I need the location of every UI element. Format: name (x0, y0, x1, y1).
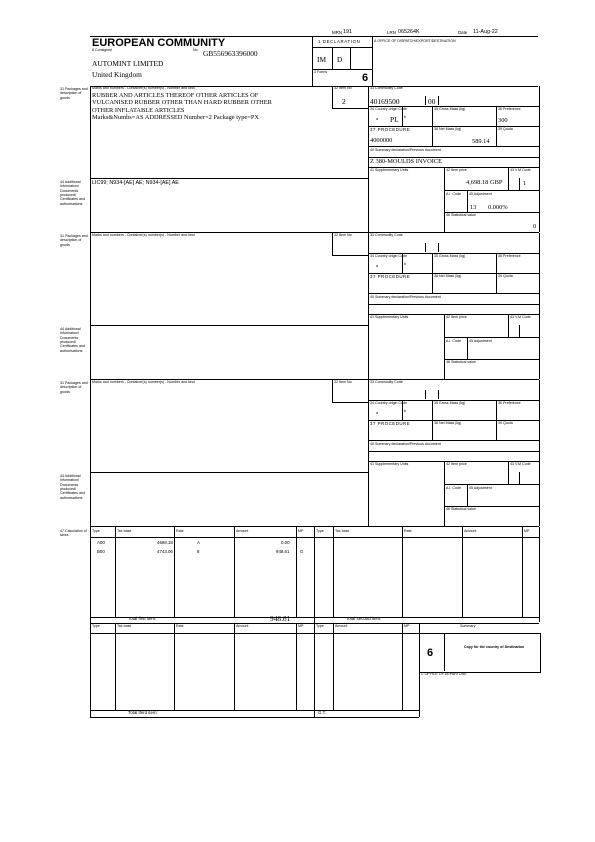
item3-item-price-label: 42 Item price (446, 462, 467, 466)
item1-summary-value: Z 380-MOULDS INVOICE (370, 158, 443, 165)
item3-quota-label: 39 Quota (498, 421, 513, 425)
item1-supp-units-label: 41 Supplementary Units (370, 168, 409, 172)
item1-commodity-label: 33 Commodity Code (370, 86, 403, 90)
item3-origin-label: 34 Country origin Code (370, 401, 407, 405)
tax-col-type: Type (92, 529, 100, 533)
tax-row-amount: 948.61 (276, 549, 290, 554)
item1-goods-description: RUBBER AND ARTICLES THEREOF OTHER ARTICLES OF VULCANISED RUBBER OTHER THAN HARD RUBBER OTHER OTHER INFLATABLE ARTICLES Marks&Numbs=AS ADDRESSED Number=2 Package type=PX (92, 92, 272, 122)
item2-commodity-label: 33 Commodity Code (370, 233, 403, 237)
item1-vm-value: 1 (523, 180, 527, 187)
item3-gross-label: 35 Gross Mass (kg) (434, 401, 466, 405)
tax-col-mp-2: MP (524, 529, 530, 533)
tax-col-mp: MP (298, 529, 304, 533)
item2-ai-code-label: A.I. Code (446, 339, 461, 343)
item1-ai-label: 44 Additional Information/ Documents produced/ Certificates and authorisations (60, 180, 85, 206)
item3-marks-label: Marks and numbers - Container(s) number(s) - Number and kind (92, 380, 195, 384)
tax2-col-type-2: Type (316, 624, 324, 628)
item3-summary-label: 40 Summary declaration/Previous document (370, 442, 441, 446)
item2-gross-label: 35 Gross Mass (kg) (434, 254, 466, 258)
item1-item-no-label: 32 Item No (334, 86, 352, 90)
item2-item-no-label: 32 Item No (334, 233, 352, 237)
item2-marks-label: Marks and numbers - Container(s) number(s) - Number and kind (92, 233, 195, 237)
item1-adjustment-label: 45 Adjustment (469, 192, 492, 196)
item1-summary-label: 40 Summary declaration/Previous document (370, 148, 441, 152)
tax-col-rate-2: Rate (404, 529, 412, 533)
item1-quota-label: 39 Quota (498, 127, 513, 131)
consignee-label: 8 Consignee (92, 48, 113, 52)
item1-commodity-code: 40169500 (370, 97, 400, 106)
item3-procedure-label: 37 PROCEDURE (370, 421, 411, 426)
tax2-col-amount: Amount (236, 624, 249, 628)
declaration-label: 1 DECLARATION (318, 39, 361, 44)
item3-preference-label: 36 Preference (498, 401, 521, 405)
total-first-label: Total first item: (128, 616, 157, 621)
item2-preference-label: 36 Preference (498, 254, 521, 258)
tax-row-base: 4743.06 (157, 549, 173, 554)
tax2-col-mp: MP (298, 624, 304, 628)
item2-ai-label: 44 Additional Information/ Documents produced/ Certificates and authorisations (60, 327, 85, 353)
item3-ai-code-label: A.I. Code (446, 486, 461, 490)
item3-adjustment-label: 45 Adjustment (469, 486, 492, 490)
item1-procedure-value: 4000000 (370, 137, 393, 144)
item2-origin-a: a (376, 264, 378, 268)
tax-row-mp: G (300, 549, 304, 554)
tax-row-amount: 0.00 (281, 540, 290, 545)
tax-row-type: A00 (97, 540, 105, 545)
item2-supp-units-label: 41 Supplementary Units (370, 315, 409, 319)
tax-row-base: 4698.18 (157, 540, 173, 545)
tax2-col-rate: Rate (176, 624, 184, 628)
tax-row-rate: A (197, 540, 200, 545)
copy-number: 6 (427, 647, 434, 659)
item2-item-price-label: 42 Item price (446, 315, 467, 319)
item2-quota-label: 39 Quota (498, 274, 513, 278)
item2-origin-b: b (404, 262, 406, 266)
tax-row-rate: 8 (197, 549, 200, 554)
declaration-type-2: D (337, 55, 343, 64)
item1-preference-label: 36 Preference (498, 107, 521, 111)
office-departure-label: C OFFICE OF DEPARTURE (421, 672, 467, 676)
tax-col-rate: Rate (176, 529, 184, 533)
tax-col-taxbase: Tax base (117, 529, 132, 533)
item1-item-no: 2 (342, 97, 346, 106)
form-title: EUROPEAN COMMUNITY (92, 37, 226, 49)
item1-origin-b: b (404, 115, 406, 119)
item2-packages-label: 31 Packages and description of goods (60, 234, 88, 247)
item2-origin-label: 34 Country origin Code (370, 254, 407, 258)
mrn-value: 191 (343, 29, 352, 35)
item3-origin-a: a (376, 411, 378, 415)
item1-stat-label: 46 Statistical value (446, 213, 476, 217)
item3-packages-label: 31 Packages and description of goods (60, 381, 88, 394)
consignee-number: GB556963396000 (203, 49, 258, 58)
consignee-country: United Kingdom (92, 70, 142, 79)
item3-item-no-label: 32 Item No (334, 380, 352, 384)
item1-ai-code-label: A.I. Code (446, 192, 461, 196)
item3-stat-label: 46 Statistical value (446, 507, 476, 511)
tax-summary-label: Summary (460, 624, 476, 628)
declaration-type-1: IM (317, 55, 327, 64)
lrn-value: 065264K (398, 29, 420, 35)
item2-stat-label: 46 Statistical value (446, 360, 476, 364)
item1-preference-value: 300 (498, 117, 508, 124)
item1-vm-label: 43 V.M Code (510, 168, 531, 172)
item1-net-value: 589.14 (472, 138, 490, 145)
item3-vm-label: 43 V.M Code (510, 462, 531, 466)
forms-value: 6 (362, 72, 369, 84)
tax2-col-taxbase: Tax base (117, 624, 132, 628)
lrn-label: LRN (387, 30, 396, 35)
total-third-label: Total third item: (128, 710, 158, 715)
copy-destination-text: Copy for the country of Destination (463, 645, 525, 649)
date-label: Date (458, 30, 468, 35)
item1-adjustment-code: 13 (470, 204, 477, 211)
item2-net-label: 38 Net Mass (kg) (434, 274, 462, 278)
item1-origin-label: 34 Country origin Code (370, 107, 407, 111)
item1-stat-value: 0 (533, 223, 537, 230)
item1-net-label: 38 Net Mass (kg) (434, 127, 462, 131)
item2-adjustment-label: 45 Adjustment (469, 339, 492, 343)
item1-packages-label: 31 Packages and description of goods (60, 87, 88, 100)
item1-item-price-value: 4,698.18 GBP (466, 179, 503, 186)
tax-col-taxbase-2: Tax base (335, 529, 350, 533)
item3-supp-units-label: 41 Supplementary Units (370, 462, 409, 466)
item2-vm-label: 43 V.M Code (510, 315, 531, 319)
grand-total-label: G.T. (318, 710, 327, 715)
item1-origin-value: PL (390, 115, 399, 124)
item1-item-price-label: 42 Item price (446, 168, 467, 172)
tax2-col-mp-2: MP (404, 624, 410, 628)
tax2-col-type: Type (92, 624, 100, 628)
item3-origin-b: b (404, 409, 406, 413)
item3-net-label: 38 Net Mass (kg) (434, 421, 462, 425)
tax-label: 47 Calculation of taxes (60, 529, 87, 538)
consignee-no-label: No (193, 48, 198, 52)
total-second-label: Total second item: (346, 616, 382, 621)
date-value: 11-Aug-22 (473, 29, 498, 35)
item1-adjustment-value: 0.000% (488, 204, 508, 211)
tax-col-amount: Amount (236, 529, 249, 533)
item1-commodity-suffix: 00 (428, 97, 436, 106)
tax-row-type: B00 (97, 549, 105, 554)
office-dispatch-label: A OFFICE OF DISPATCH/EXPORT/DESTINATION (374, 39, 456, 43)
item3-commodity-label: 33 Commodity Code (370, 380, 403, 384)
item2-procedure-label: 37 PROCEDURE (370, 274, 411, 279)
tax-col-type-2: Type (316, 529, 324, 533)
mrn-label: MRN (332, 30, 342, 35)
consignee-name: AUTOMINT LIMITED (92, 59, 164, 68)
tax-col-amount-2: Amount (464, 529, 477, 533)
tax2-col-amount-2: Amount (335, 624, 348, 628)
item2-summary-label: 40 Summary declaration/Previous document (370, 295, 441, 299)
item3-ai-label: 44 Additional Information/ Documents produced/ Certificates and authorisations (60, 474, 85, 500)
item1-marks-label: Marks and numbers - Container(s) number(s) - Number and kind (92, 86, 195, 90)
item1-procedure-label: 37 PROCEDURE (370, 127, 411, 132)
total-first-value: 948.61 (270, 614, 291, 623)
item1-gross-label: 35 Gross Mass (kg) (434, 107, 466, 111)
item1-ai-value: LIC99; N934-[AE] AE; N934-[AE] AE (92, 180, 179, 186)
item1-origin-a: a (376, 117, 378, 121)
forms-label: 3 Forms (314, 70, 328, 74)
